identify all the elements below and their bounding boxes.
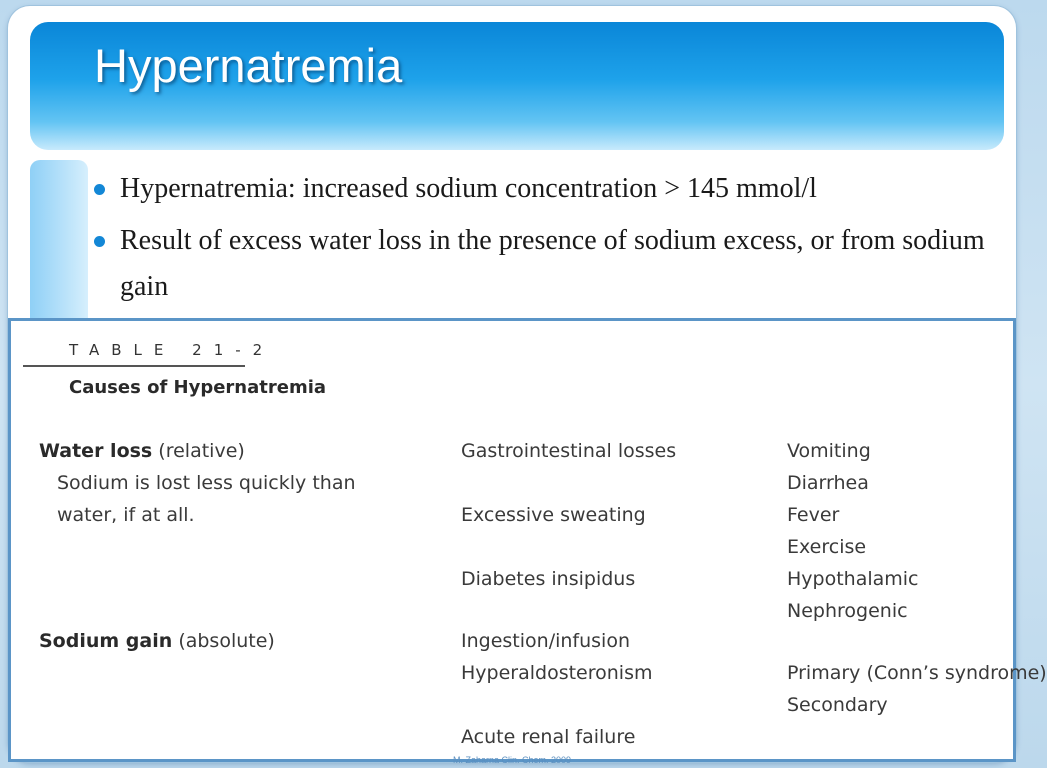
bullet-text: Hypernatremia: increased sodium concentration > 145 mmol/l — [120, 173, 817, 204]
table-label: TABLE 21-2 — [69, 341, 275, 359]
detail-item: Secondary — [787, 694, 888, 716]
category-name: Water loss — [39, 440, 153, 462]
causes-table — [8, 318, 1047, 762]
cause-item: Excessive sweating — [461, 504, 646, 526]
detail-item: Diarrhea — [787, 472, 869, 494]
bullet-dot-icon — [94, 236, 105, 247]
footer-citation: M. Zaharna Clin. Chem. 2009 — [452, 755, 572, 765]
category-note: Sodium is lost less quickly than — [57, 472, 356, 494]
category-note: water, if at all. — [57, 504, 195, 526]
cause-item: Hyperaldosteronism — [461, 662, 653, 684]
bullet-item — [92, 166, 1012, 212]
detail-item: Vomiting — [787, 440, 871, 462]
detail-item: Exercise — [787, 536, 867, 558]
detail-item: Hypothalamic — [787, 568, 919, 590]
table-caption: Causes of Hypernatremia — [69, 377, 327, 398]
slide-title: Hypernatremia — [94, 39, 403, 92]
cause-item: Gastrointestinal losses — [461, 440, 677, 462]
table-label-rule — [23, 365, 245, 367]
detail-item: Primary (Conn’s syndrome) — [787, 662, 1047, 684]
bullet-dot-icon — [94, 184, 105, 195]
category-name: Sodium gain — [39, 630, 173, 652]
category-qualifier: (relative) — [158, 440, 245, 462]
side-accent-bar — [30, 160, 88, 328]
detail-item: Nephrogenic — [787, 600, 908, 622]
category-water-loss — [39, 435, 245, 467]
detail-item: Fever — [787, 504, 840, 526]
bullet-item — [92, 218, 1012, 310]
title-bar — [30, 22, 1004, 150]
cause-item: Acute renal failure — [461, 726, 636, 748]
category-qualifier: (absolute) — [178, 630, 275, 652]
cause-item: Ingestion/infusion — [461, 630, 630, 652]
bullet-list — [92, 166, 1012, 316]
category-sodium-gain — [39, 625, 275, 657]
bullet-text: Result of excess water loss in the presence of sodium excess, or from sodium gain — [120, 225, 985, 302]
slide — [8, 6, 1047, 762]
cause-item: Diabetes insipidus — [461, 568, 636, 590]
